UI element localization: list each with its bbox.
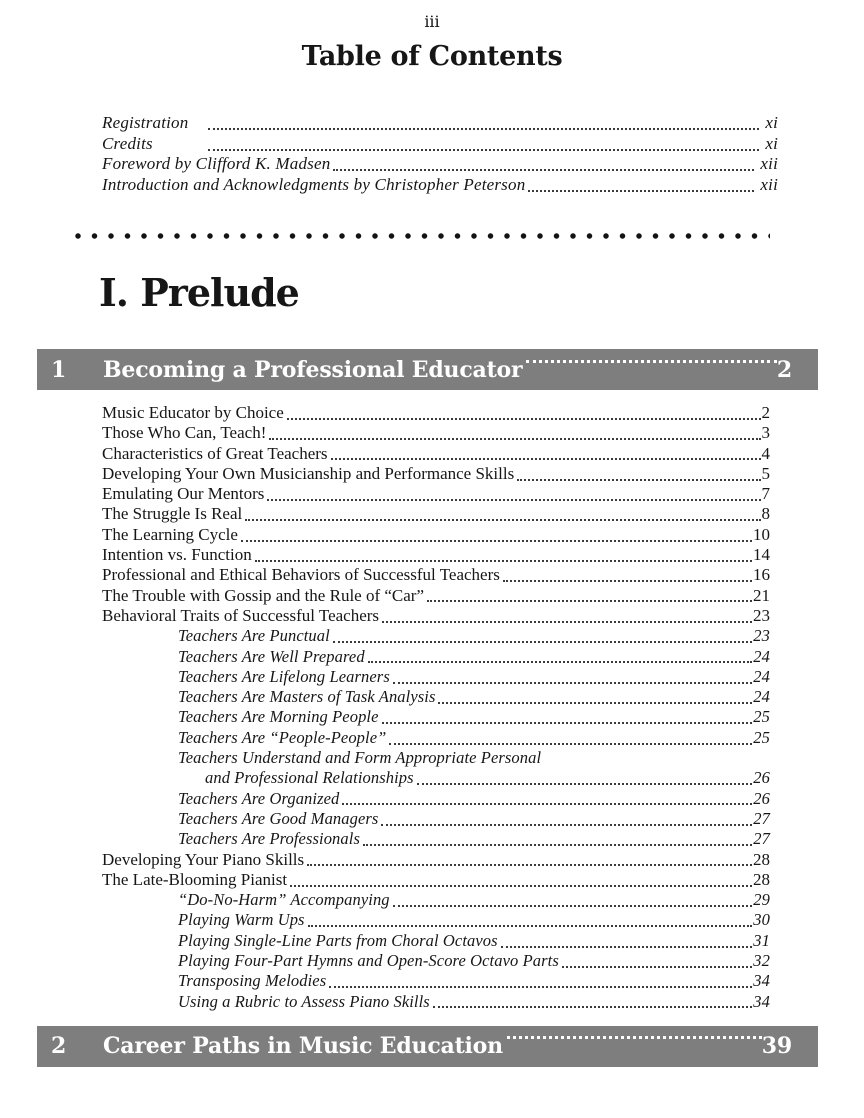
dot-leader [339, 789, 753, 809]
toc-entry-page: 24 [753, 666, 770, 686]
dot-leader [305, 910, 754, 930]
dot-leader [390, 667, 753, 687]
toc-entry-page: 29 [753, 890, 770, 910]
toc-entry-title: “Do-No-Harm” Accompanying [178, 890, 390, 910]
toc-entry-page: 8 [761, 504, 770, 524]
toc-entry[interactable] [102, 768, 770, 788]
dot-leader [390, 890, 754, 910]
toc-entry[interactable] [102, 971, 770, 991]
toc-entry[interactable] [102, 464, 770, 484]
toc-entry[interactable] [102, 992, 770, 1012]
toc-entry-title: The Struggle Is Real [102, 504, 243, 524]
dot-leader [284, 403, 762, 423]
toc-entry-title: Developing Your Own Musicianship and Performance Skills [102, 463, 515, 483]
toc-entry-page: 24 [753, 646, 770, 666]
toc-entry-title: Teachers Are Lifelong Learners [178, 666, 390, 686]
toc-entry-title: Transposing Melodies [178, 971, 327, 991]
toc-entry-page: 3 [761, 423, 770, 443]
toc-entry-title: The Learning Cycle [102, 524, 238, 544]
chapter-2-number: 2 [51, 1033, 67, 1060]
toc-entry-page: 24 [753, 687, 770, 707]
toc-entry-title: Teachers Understand and Form Appropriate Personal [178, 748, 542, 768]
front-matter-list [102, 113, 778, 195]
toc-entry[interactable] [102, 728, 770, 748]
dot-leader [500, 565, 753, 585]
toc-entry-page: 5 [761, 463, 770, 483]
chapter-1-title: Becoming a Professional Educator [103, 356, 523, 383]
dot-leader [330, 154, 755, 175]
toc-entry-title: Teachers Are Masters of Task Analysis [178, 687, 436, 707]
toc-entry-title: The Trouble with Gossip and the Rule of “Car” [102, 585, 425, 605]
dot-leader [304, 850, 753, 870]
toc-entry[interactable] [102, 444, 770, 464]
toc-entry-title: Playing Four-Part Hymns and Open-Score Octavo Parts [178, 951, 559, 971]
dot-leader [525, 175, 755, 196]
toc-entry-page: 4 [761, 443, 770, 463]
front-matter-entry[interactable] [102, 134, 778, 155]
toc-entry-title: Intention vs. Function [102, 545, 252, 565]
chapter-1-banner[interactable] [37, 349, 818, 390]
toc-entry-title: Music Educator by Choice [102, 403, 284, 422]
toc-entry[interactable] [102, 890, 770, 910]
toc-entry[interactable] [102, 626, 770, 646]
toc-entry[interactable] [102, 525, 770, 545]
toc-entry[interactable] [102, 931, 770, 951]
toc-entry-title: Behavioral Traits of Successful Teachers [102, 605, 380, 625]
front-matter-entry[interactable] [102, 113, 778, 134]
dot-leader [435, 687, 753, 707]
dot-leader [326, 971, 753, 991]
toc-entry-title: Teachers Are Professionals [178, 829, 360, 849]
dotted-section-divider [75, 233, 770, 239]
toc-entry-title: Teachers Are Morning People [178, 707, 379, 727]
toc-entry-title: Emulating Our Mentors [102, 484, 265, 504]
dot-leader [205, 113, 760, 134]
dot-leader [242, 504, 761, 524]
toc-entry-title: Teachers Are Organized [178, 788, 340, 808]
toc-entry[interactable] [102, 789, 770, 809]
dot-leader [238, 525, 753, 545]
toc-entry[interactable] [102, 951, 770, 971]
toc-entry-title: The Late-Blooming Pianist [102, 869, 288, 889]
toc-entry-title: Registration [102, 113, 189, 132]
page-number-folio: iii [424, 12, 440, 31]
dot-leader [498, 931, 754, 951]
toc-entry-title: and Professional Relationships [205, 768, 414, 788]
toc-entry-title: Playing Warm Ups [178, 910, 305, 930]
dot-leader [266, 423, 761, 443]
dot-leader [379, 707, 754, 727]
toc-entry-title: Teachers Are Punctual [178, 626, 330, 646]
toc-entry-page: 26 [753, 788, 770, 808]
dot-leader [365, 647, 754, 667]
toc-entry-page: 31 [753, 930, 770, 950]
toc-entry[interactable] [102, 748, 770, 768]
toc-entry-page: 25 [753, 727, 770, 747]
toc-entry-page: 34 [753, 971, 770, 991]
chapter-1-entries [102, 403, 770, 1012]
toc-entry-page: 23 [753, 626, 770, 646]
toc-entry-title: Teachers Are Good Managers [178, 808, 379, 828]
dot-leader [514, 464, 761, 484]
toc-entry-page: 14 [753, 545, 770, 565]
toc-entry-title: Professional and Ethical Behaviors of Successful Teachers [102, 565, 500, 585]
toc-entry-title: Introduction and Acknowledgments by Christopher Peterson [102, 174, 526, 194]
front-matter-entry[interactable] [102, 175, 778, 196]
toc-entry-page: 32 [753, 951, 770, 971]
toc-entry-page: 2 [761, 403, 770, 422]
dot-leader [386, 728, 753, 748]
toc-entry-page: xii [760, 154, 778, 173]
toc-entry[interactable] [102, 667, 770, 687]
toc-entry[interactable] [102, 647, 770, 667]
toc-entry[interactable] [102, 687, 770, 707]
toc-entry-page: 27 [753, 829, 770, 849]
toc-entry[interactable] [102, 707, 770, 727]
toc-entry-title: Those Who Can, Teach! [102, 423, 267, 443]
toc-entry-page: 21 [753, 585, 770, 605]
chapter-2-banner[interactable] [37, 1026, 818, 1067]
dot-leader [424, 586, 753, 606]
dot-leader [414, 768, 754, 788]
toc-entry-page: 34 [753, 991, 770, 1011]
dot-leader [360, 829, 753, 849]
dot-leader [205, 134, 760, 155]
toc-entry[interactable] [102, 850, 770, 870]
dot-leader [430, 992, 753, 1012]
toc-entry[interactable] [102, 484, 770, 504]
toc-entry-title: Credits [102, 133, 153, 153]
toc-entry[interactable] [102, 870, 770, 890]
toc-entry-page: 27 [753, 808, 770, 828]
toc-entry[interactable] [102, 829, 770, 849]
dot-leader [328, 444, 762, 464]
toc-entry[interactable] [102, 565, 770, 585]
toc-entry-title: Using a Rubric to Assess Piano Skills [178, 991, 430, 1011]
toc-entry-title: Developing Your Piano Skills [102, 849, 305, 869]
toc-entry-title: Teachers Are Well Prepared [178, 646, 365, 666]
dot-leader [378, 809, 753, 829]
toc-entry-title: Foreword by Clifford K. Madsen [102, 154, 331, 173]
toc-entry-page: 23 [753, 605, 770, 625]
chapter-2-title: Career Paths in Music Education [103, 1033, 503, 1060]
toc-entry-page: 28 [753, 869, 770, 889]
page-title: Table of Contents [301, 41, 563, 72]
toc-entry[interactable] [102, 545, 770, 565]
chapter-1-number: 1 [51, 356, 67, 383]
dot-leader [287, 870, 753, 890]
dot-leader [330, 626, 753, 646]
dot-leader [541, 748, 770, 768]
chapter-1-page: 2 [776, 356, 792, 383]
toc-entry-page: xi [765, 133, 778, 153]
toc-entry-title: Characteristics of Great Teachers [102, 443, 328, 463]
toc-entry[interactable] [102, 910, 770, 930]
part-heading: I. Prelude [99, 270, 299, 315]
dot-leader [264, 484, 761, 504]
toc-entry-page: xii [760, 174, 778, 194]
toc-entry-page: 30 [753, 910, 770, 930]
front-matter-entry[interactable] [102, 154, 778, 175]
toc-entry-page: 25 [753, 707, 770, 727]
toc-entry[interactable] [102, 586, 770, 606]
toc-entry-title: Teachers Are “People-People” [178, 727, 387, 747]
toc-entry[interactable] [102, 606, 770, 626]
toc-entry[interactable] [102, 423, 770, 443]
toc-entry[interactable] [102, 809, 770, 829]
dot-leader [252, 545, 753, 565]
toc-entry-page: 26 [753, 768, 770, 788]
toc-entry-page: 16 [753, 565, 770, 585]
dot-leader [379, 606, 753, 626]
toc-entry-page: xi [765, 113, 778, 132]
toc-entry-page: 10 [753, 524, 770, 544]
toc-entry[interactable] [102, 403, 770, 423]
toc-entry-title: Playing Single-Line Parts from Choral Octavos [178, 930, 498, 950]
toc-entry[interactable] [102, 504, 770, 524]
chapter-2-page: 39 [761, 1033, 792, 1060]
toc-entry-page: 7 [761, 484, 770, 504]
dot-leader [559, 951, 753, 971]
toc-entry-page: 28 [753, 849, 770, 869]
